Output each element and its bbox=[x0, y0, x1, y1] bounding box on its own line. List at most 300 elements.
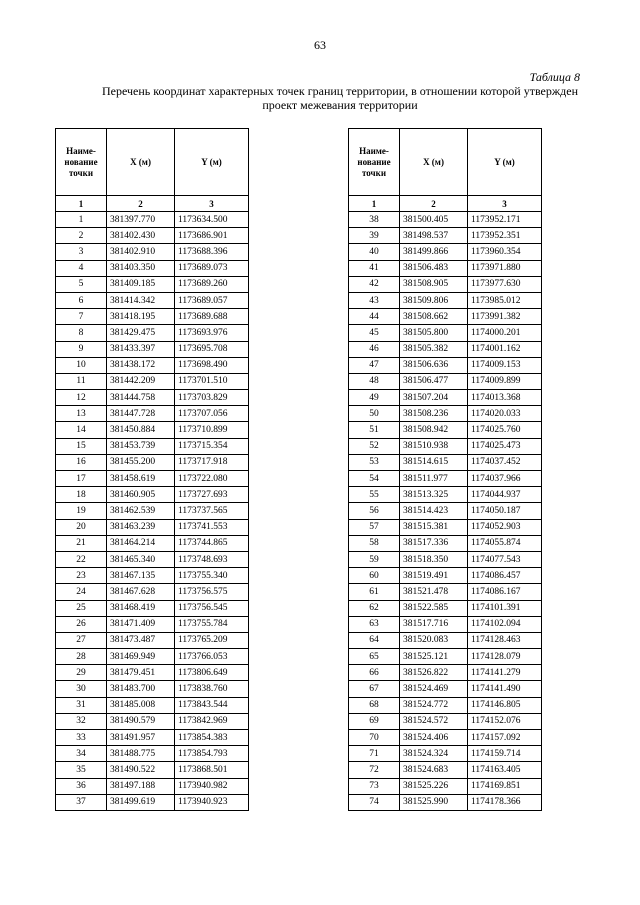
y-coordinate-cell: 1173727.693 bbox=[175, 487, 249, 503]
header-y: Y (м) bbox=[468, 129, 542, 196]
point-number-cell: 67 bbox=[349, 681, 400, 697]
y-coordinate-cell: 1174102.094 bbox=[468, 616, 542, 632]
table-row bbox=[349, 503, 542, 519]
table-row bbox=[56, 422, 249, 438]
table-label: Таблица 8 bbox=[529, 70, 580, 84]
table-row bbox=[56, 292, 249, 308]
column-number: 3 bbox=[175, 196, 249, 212]
table-row bbox=[349, 244, 542, 260]
y-coordinate-cell: 1173707.056 bbox=[175, 406, 249, 422]
y-coordinate-cell: 1174000.201 bbox=[468, 325, 542, 341]
table-row bbox=[56, 616, 249, 632]
y-coordinate-cell: 1173991.382 bbox=[468, 309, 542, 325]
table-row bbox=[349, 422, 542, 438]
point-number-cell: 73 bbox=[349, 778, 400, 794]
point-number-cell: 69 bbox=[349, 713, 400, 729]
table-row bbox=[349, 519, 542, 535]
point-number-cell: 57 bbox=[349, 519, 400, 535]
point-number-cell: 28 bbox=[56, 649, 107, 665]
table-row bbox=[56, 454, 249, 470]
point-number-cell: 53 bbox=[349, 454, 400, 470]
x-coordinate-cell: 381524.572 bbox=[400, 713, 468, 729]
x-coordinate-cell: 381498.537 bbox=[400, 228, 468, 244]
x-coordinate-cell: 381524.469 bbox=[400, 681, 468, 697]
y-coordinate-cell: 1173806.649 bbox=[175, 665, 249, 681]
y-coordinate-cell: 1173843.544 bbox=[175, 697, 249, 713]
table-row bbox=[349, 632, 542, 648]
x-coordinate-cell: 381450.884 bbox=[107, 422, 175, 438]
table-row bbox=[349, 341, 542, 357]
table-row bbox=[56, 325, 249, 341]
point-number-cell: 7 bbox=[56, 309, 107, 325]
x-coordinate-cell: 381499.619 bbox=[107, 794, 175, 810]
point-number-cell: 50 bbox=[349, 406, 400, 422]
y-coordinate-cell: 1174169.851 bbox=[468, 778, 542, 794]
y-coordinate-cell: 1174101.391 bbox=[468, 600, 542, 616]
table-row bbox=[56, 487, 249, 503]
table-row bbox=[349, 665, 542, 681]
y-coordinate-cell: 1173854.383 bbox=[175, 730, 249, 746]
point-number-cell: 32 bbox=[56, 713, 107, 729]
x-coordinate-cell: 381521.478 bbox=[400, 584, 468, 600]
x-coordinate-cell: 381491.957 bbox=[107, 730, 175, 746]
table-row bbox=[349, 357, 542, 373]
y-coordinate-cell: 1173686.901 bbox=[175, 228, 249, 244]
table-row bbox=[349, 584, 542, 600]
x-coordinate-cell: 381517.336 bbox=[400, 535, 468, 551]
x-coordinate-cell: 381526.822 bbox=[400, 665, 468, 681]
x-coordinate-cell: 381511.977 bbox=[400, 471, 468, 487]
y-coordinate-cell: 1174077.543 bbox=[468, 551, 542, 567]
y-coordinate-cell: 1173715.354 bbox=[175, 438, 249, 454]
x-coordinate-cell: 381499.866 bbox=[400, 244, 468, 260]
y-coordinate-cell: 1174037.966 bbox=[468, 471, 542, 487]
table-row bbox=[56, 471, 249, 487]
x-coordinate-cell: 381460.905 bbox=[107, 487, 175, 503]
column-number: 2 bbox=[400, 196, 468, 212]
table-row bbox=[56, 762, 249, 778]
y-coordinate-cell: 1174020.033 bbox=[468, 406, 542, 422]
header-point-name: Наиме-нование точки bbox=[56, 129, 107, 196]
y-coordinate-cell: 1173722.080 bbox=[175, 471, 249, 487]
point-number-cell: 46 bbox=[349, 341, 400, 357]
table-row bbox=[56, 519, 249, 535]
table-row bbox=[56, 373, 249, 389]
x-coordinate-cell: 381455.200 bbox=[107, 454, 175, 470]
point-number-cell: 71 bbox=[349, 746, 400, 762]
point-number-cell: 17 bbox=[56, 471, 107, 487]
point-number-cell: 5 bbox=[56, 276, 107, 292]
point-number-cell: 12 bbox=[56, 390, 107, 406]
x-coordinate-cell: 381402.910 bbox=[107, 244, 175, 260]
x-coordinate-cell: 381524.324 bbox=[400, 746, 468, 762]
point-number-cell: 47 bbox=[349, 357, 400, 373]
table-row bbox=[349, 762, 542, 778]
y-coordinate-cell: 1174146.805 bbox=[468, 697, 542, 713]
point-number-cell: 44 bbox=[349, 309, 400, 325]
table-row bbox=[349, 535, 542, 551]
table-row bbox=[56, 600, 249, 616]
table-row bbox=[349, 228, 542, 244]
table-row bbox=[349, 730, 542, 746]
point-number-cell: 1 bbox=[56, 212, 107, 228]
y-coordinate-cell: 1173756.575 bbox=[175, 584, 249, 600]
x-coordinate-cell: 381414.342 bbox=[107, 292, 175, 308]
point-number-cell: 11 bbox=[56, 373, 107, 389]
y-coordinate-cell: 1174050.187 bbox=[468, 503, 542, 519]
y-coordinate-cell: 1173940.982 bbox=[175, 778, 249, 794]
x-coordinate-cell: 381458.619 bbox=[107, 471, 175, 487]
y-coordinate-cell: 1174159.714 bbox=[468, 746, 542, 762]
table-row bbox=[349, 212, 542, 228]
x-coordinate-cell: 381514.423 bbox=[400, 503, 468, 519]
point-number-cell: 15 bbox=[56, 438, 107, 454]
y-coordinate-cell: 1174009.899 bbox=[468, 373, 542, 389]
x-coordinate-cell: 381506.477 bbox=[400, 373, 468, 389]
x-coordinate-cell: 381508.236 bbox=[400, 406, 468, 422]
point-number-cell: 64 bbox=[349, 632, 400, 648]
y-coordinate-cell: 1173756.545 bbox=[175, 600, 249, 616]
x-coordinate-cell: 381488.775 bbox=[107, 746, 175, 762]
y-coordinate-cell: 1174157.092 bbox=[468, 730, 542, 746]
table-row bbox=[56, 212, 249, 228]
point-number-cell: 22 bbox=[56, 551, 107, 567]
x-coordinate-cell: 381485.008 bbox=[107, 697, 175, 713]
point-number-cell: 42 bbox=[349, 276, 400, 292]
table-title: Перечень координат характерных точек границ территории, в отношении которой утвержден проект межевания территории bbox=[101, 84, 579, 112]
coordinates-table-left bbox=[55, 128, 249, 811]
point-number-cell: 39 bbox=[349, 228, 400, 244]
x-coordinate-cell: 381515.381 bbox=[400, 519, 468, 535]
y-coordinate-cell: 1174141.490 bbox=[468, 681, 542, 697]
x-coordinate-cell: 381509.806 bbox=[400, 292, 468, 308]
x-coordinate-cell: 381510.938 bbox=[400, 438, 468, 454]
coordinates-table-right bbox=[348, 128, 542, 811]
table-row bbox=[349, 649, 542, 665]
point-number-cell: 9 bbox=[56, 341, 107, 357]
x-coordinate-cell: 381513.325 bbox=[400, 487, 468, 503]
point-number-cell: 36 bbox=[56, 778, 107, 794]
table-row bbox=[56, 260, 249, 276]
table-row bbox=[349, 487, 542, 503]
point-number-cell: 34 bbox=[56, 746, 107, 762]
point-number-cell: 52 bbox=[349, 438, 400, 454]
y-coordinate-cell: 1173689.057 bbox=[175, 292, 249, 308]
point-number-cell: 21 bbox=[56, 535, 107, 551]
point-number-cell: 58 bbox=[349, 535, 400, 551]
point-number-cell: 43 bbox=[349, 292, 400, 308]
y-coordinate-cell: 1173741.553 bbox=[175, 519, 249, 535]
x-coordinate-cell: 381508.905 bbox=[400, 276, 468, 292]
table-row bbox=[349, 309, 542, 325]
point-number-cell: 16 bbox=[56, 454, 107, 470]
page-number: 63 bbox=[314, 38, 326, 52]
x-coordinate-cell: 381447.728 bbox=[107, 406, 175, 422]
y-coordinate-cell: 1174128.079 bbox=[468, 649, 542, 665]
table-row bbox=[56, 665, 249, 681]
point-number-cell: 65 bbox=[349, 649, 400, 665]
point-number-cell: 19 bbox=[56, 503, 107, 519]
table-row bbox=[349, 438, 542, 454]
y-coordinate-cell: 1173710.899 bbox=[175, 422, 249, 438]
table-row bbox=[56, 568, 249, 584]
x-coordinate-cell: 381522.585 bbox=[400, 600, 468, 616]
table-row bbox=[349, 681, 542, 697]
y-coordinate-cell: 1174044.937 bbox=[468, 487, 542, 503]
table-row bbox=[56, 713, 249, 729]
table-row bbox=[56, 244, 249, 260]
y-coordinate-cell: 1174178.366 bbox=[468, 794, 542, 810]
x-coordinate-cell: 381490.522 bbox=[107, 762, 175, 778]
table-row bbox=[56, 341, 249, 357]
y-coordinate-cell: 1173842.969 bbox=[175, 713, 249, 729]
point-number-cell: 56 bbox=[349, 503, 400, 519]
x-coordinate-cell: 381505.382 bbox=[400, 341, 468, 357]
x-coordinate-cell: 381397.770 bbox=[107, 212, 175, 228]
point-number-cell: 20 bbox=[56, 519, 107, 535]
x-coordinate-cell: 381453.739 bbox=[107, 438, 175, 454]
table-row bbox=[56, 406, 249, 422]
y-coordinate-cell: 1173634.500 bbox=[175, 212, 249, 228]
point-number-cell: 23 bbox=[56, 568, 107, 584]
y-coordinate-cell: 1173755.340 bbox=[175, 568, 249, 584]
y-coordinate-cell: 1174013.368 bbox=[468, 390, 542, 406]
y-coordinate-cell: 1174141.279 bbox=[468, 665, 542, 681]
point-number-cell: 27 bbox=[56, 632, 107, 648]
x-coordinate-cell: 381467.135 bbox=[107, 568, 175, 584]
header-point-name: Наиме-нование точки bbox=[349, 129, 400, 196]
y-coordinate-cell: 1173960.354 bbox=[468, 244, 542, 260]
y-coordinate-cell: 1173748.693 bbox=[175, 551, 249, 567]
point-number-cell: 45 bbox=[349, 325, 400, 341]
point-number-cell: 68 bbox=[349, 697, 400, 713]
x-coordinate-cell: 381519.491 bbox=[400, 568, 468, 584]
y-coordinate-cell: 1173737.565 bbox=[175, 503, 249, 519]
y-coordinate-cell: 1173868.501 bbox=[175, 762, 249, 778]
y-coordinate-cell: 1173755.784 bbox=[175, 616, 249, 632]
x-coordinate-cell: 381438.172 bbox=[107, 357, 175, 373]
point-number-cell: 72 bbox=[349, 762, 400, 778]
y-coordinate-cell: 1174163.405 bbox=[468, 762, 542, 778]
point-number-cell: 29 bbox=[56, 665, 107, 681]
x-coordinate-cell: 381429.475 bbox=[107, 325, 175, 341]
y-coordinate-cell: 1174009.153 bbox=[468, 357, 542, 373]
x-coordinate-cell: 381518.350 bbox=[400, 551, 468, 567]
table-row bbox=[56, 746, 249, 762]
y-coordinate-cell: 1173940.923 bbox=[175, 794, 249, 810]
table-row bbox=[349, 325, 542, 341]
point-number-cell: 14 bbox=[56, 422, 107, 438]
table-row bbox=[56, 778, 249, 794]
x-coordinate-cell: 381520.083 bbox=[400, 632, 468, 648]
x-coordinate-cell: 381462.539 bbox=[107, 503, 175, 519]
table-row bbox=[349, 713, 542, 729]
header-x: X (м) bbox=[107, 129, 175, 196]
x-coordinate-cell: 381463.239 bbox=[107, 519, 175, 535]
y-coordinate-cell: 1173952.171 bbox=[468, 212, 542, 228]
y-coordinate-cell: 1173717.918 bbox=[175, 454, 249, 470]
point-number-cell: 63 bbox=[349, 616, 400, 632]
table-row bbox=[56, 535, 249, 551]
point-number-cell: 2 bbox=[56, 228, 107, 244]
y-coordinate-cell: 1173689.688 bbox=[175, 309, 249, 325]
table-row bbox=[56, 649, 249, 665]
point-number-cell: 51 bbox=[349, 422, 400, 438]
x-coordinate-cell: 381467.628 bbox=[107, 584, 175, 600]
table-row bbox=[56, 503, 249, 519]
x-coordinate-cell: 381506.483 bbox=[400, 260, 468, 276]
x-coordinate-cell: 381444.758 bbox=[107, 390, 175, 406]
x-coordinate-cell: 381505.800 bbox=[400, 325, 468, 341]
column-number: 1 bbox=[56, 196, 107, 212]
x-coordinate-cell: 381418.195 bbox=[107, 309, 175, 325]
table-row bbox=[349, 454, 542, 470]
table-row bbox=[349, 568, 542, 584]
table-row bbox=[56, 681, 249, 697]
table-row bbox=[349, 471, 542, 487]
header-x: X (м) bbox=[400, 129, 468, 196]
x-coordinate-cell: 381500.405 bbox=[400, 212, 468, 228]
y-coordinate-cell: 1173977.630 bbox=[468, 276, 542, 292]
x-coordinate-cell: 381471.409 bbox=[107, 616, 175, 632]
y-coordinate-cell: 1174001.162 bbox=[468, 341, 542, 357]
x-coordinate-cell: 381524.683 bbox=[400, 762, 468, 778]
point-number-cell: 37 bbox=[56, 794, 107, 810]
x-coordinate-cell: 381433.397 bbox=[107, 341, 175, 357]
table-body-left bbox=[56, 212, 249, 811]
y-coordinate-cell: 1173693.976 bbox=[175, 325, 249, 341]
table-row bbox=[56, 276, 249, 292]
table-row bbox=[56, 551, 249, 567]
x-coordinate-cell: 381469.949 bbox=[107, 649, 175, 665]
point-number-cell: 61 bbox=[349, 584, 400, 600]
x-coordinate-cell: 381497.188 bbox=[107, 778, 175, 794]
point-number-cell: 24 bbox=[56, 584, 107, 600]
table-row bbox=[349, 746, 542, 762]
column-number: 2 bbox=[107, 196, 175, 212]
table-row bbox=[349, 390, 542, 406]
x-coordinate-cell: 381525.121 bbox=[400, 649, 468, 665]
x-coordinate-cell: 381525.226 bbox=[400, 778, 468, 794]
x-coordinate-cell: 381464.214 bbox=[107, 535, 175, 551]
x-coordinate-cell: 381524.772 bbox=[400, 697, 468, 713]
table-row bbox=[349, 778, 542, 794]
y-coordinate-cell: 1173695.708 bbox=[175, 341, 249, 357]
x-coordinate-cell: 381514.615 bbox=[400, 454, 468, 470]
x-coordinate-cell: 381479.451 bbox=[107, 665, 175, 681]
point-number-cell: 35 bbox=[56, 762, 107, 778]
point-number-cell: 6 bbox=[56, 292, 107, 308]
point-number-cell: 41 bbox=[349, 260, 400, 276]
point-number-cell: 10 bbox=[56, 357, 107, 373]
point-number-cell: 38 bbox=[349, 212, 400, 228]
y-coordinate-cell: 1174052.903 bbox=[468, 519, 542, 535]
point-number-cell: 54 bbox=[349, 471, 400, 487]
table-row bbox=[56, 584, 249, 600]
point-number-cell: 3 bbox=[56, 244, 107, 260]
point-number-cell: 18 bbox=[56, 487, 107, 503]
point-number-cell: 13 bbox=[56, 406, 107, 422]
y-coordinate-cell: 1173689.073 bbox=[175, 260, 249, 276]
y-coordinate-cell: 1174025.473 bbox=[468, 438, 542, 454]
point-number-cell: 26 bbox=[56, 616, 107, 632]
table-row bbox=[56, 390, 249, 406]
table-row bbox=[56, 357, 249, 373]
y-coordinate-cell: 1173985.012 bbox=[468, 292, 542, 308]
table-row bbox=[56, 697, 249, 713]
x-coordinate-cell: 381442.209 bbox=[107, 373, 175, 389]
y-coordinate-cell: 1174025.760 bbox=[468, 422, 542, 438]
y-coordinate-cell: 1173688.396 bbox=[175, 244, 249, 260]
point-number-cell: 62 bbox=[349, 600, 400, 616]
y-coordinate-cell: 1174086.167 bbox=[468, 584, 542, 600]
y-coordinate-cell: 1173744.865 bbox=[175, 535, 249, 551]
table-row bbox=[56, 228, 249, 244]
column-number: 1 bbox=[349, 196, 400, 212]
x-coordinate-cell: 381507.204 bbox=[400, 390, 468, 406]
table-row bbox=[349, 600, 542, 616]
x-coordinate-cell: 381490.579 bbox=[107, 713, 175, 729]
table-row bbox=[349, 551, 542, 567]
x-coordinate-cell: 381508.942 bbox=[400, 422, 468, 438]
point-number-cell: 31 bbox=[56, 697, 107, 713]
table-body-right bbox=[349, 212, 542, 811]
y-coordinate-cell: 1173689.260 bbox=[175, 276, 249, 292]
y-coordinate-cell: 1174086.457 bbox=[468, 568, 542, 584]
point-number-cell: 55 bbox=[349, 487, 400, 503]
y-coordinate-cell: 1174055.874 bbox=[468, 535, 542, 551]
y-coordinate-cell: 1174037.452 bbox=[468, 454, 542, 470]
y-coordinate-cell: 1173703.829 bbox=[175, 390, 249, 406]
point-number-cell: 8 bbox=[56, 325, 107, 341]
point-number-cell: 4 bbox=[56, 260, 107, 276]
table-row bbox=[349, 276, 542, 292]
header-y: Y (м) bbox=[175, 129, 249, 196]
table-row bbox=[349, 373, 542, 389]
point-number-cell: 60 bbox=[349, 568, 400, 584]
point-number-cell: 74 bbox=[349, 794, 400, 810]
y-coordinate-cell: 1173952.351 bbox=[468, 228, 542, 244]
point-number-cell: 59 bbox=[349, 551, 400, 567]
y-coordinate-cell: 1173765.209 bbox=[175, 632, 249, 648]
x-coordinate-cell: 381468.419 bbox=[107, 600, 175, 616]
y-coordinate-cell: 1173698.490 bbox=[175, 357, 249, 373]
point-number-cell: 40 bbox=[349, 244, 400, 260]
point-number-cell: 33 bbox=[56, 730, 107, 746]
x-coordinate-cell: 381403.350 bbox=[107, 260, 175, 276]
x-coordinate-cell: 381525.990 bbox=[400, 794, 468, 810]
x-coordinate-cell: 381409.185 bbox=[107, 276, 175, 292]
point-number-cell: 66 bbox=[349, 665, 400, 681]
y-coordinate-cell: 1173971.880 bbox=[468, 260, 542, 276]
point-number-cell: 25 bbox=[56, 600, 107, 616]
x-coordinate-cell: 381473.487 bbox=[107, 632, 175, 648]
point-number-cell: 70 bbox=[349, 730, 400, 746]
x-coordinate-cell: 381517.716 bbox=[400, 616, 468, 632]
table-row bbox=[349, 697, 542, 713]
x-coordinate-cell: 381524.406 bbox=[400, 730, 468, 746]
table-row bbox=[349, 794, 542, 810]
y-coordinate-cell: 1174128.463 bbox=[468, 632, 542, 648]
table-row bbox=[349, 616, 542, 632]
x-coordinate-cell: 381402.430 bbox=[107, 228, 175, 244]
table-row bbox=[56, 309, 249, 325]
y-coordinate-cell: 1173766.053 bbox=[175, 649, 249, 665]
y-coordinate-cell: 1174152.076 bbox=[468, 713, 542, 729]
y-coordinate-cell: 1173854.793 bbox=[175, 746, 249, 762]
table-row bbox=[56, 794, 249, 810]
table-row bbox=[56, 632, 249, 648]
